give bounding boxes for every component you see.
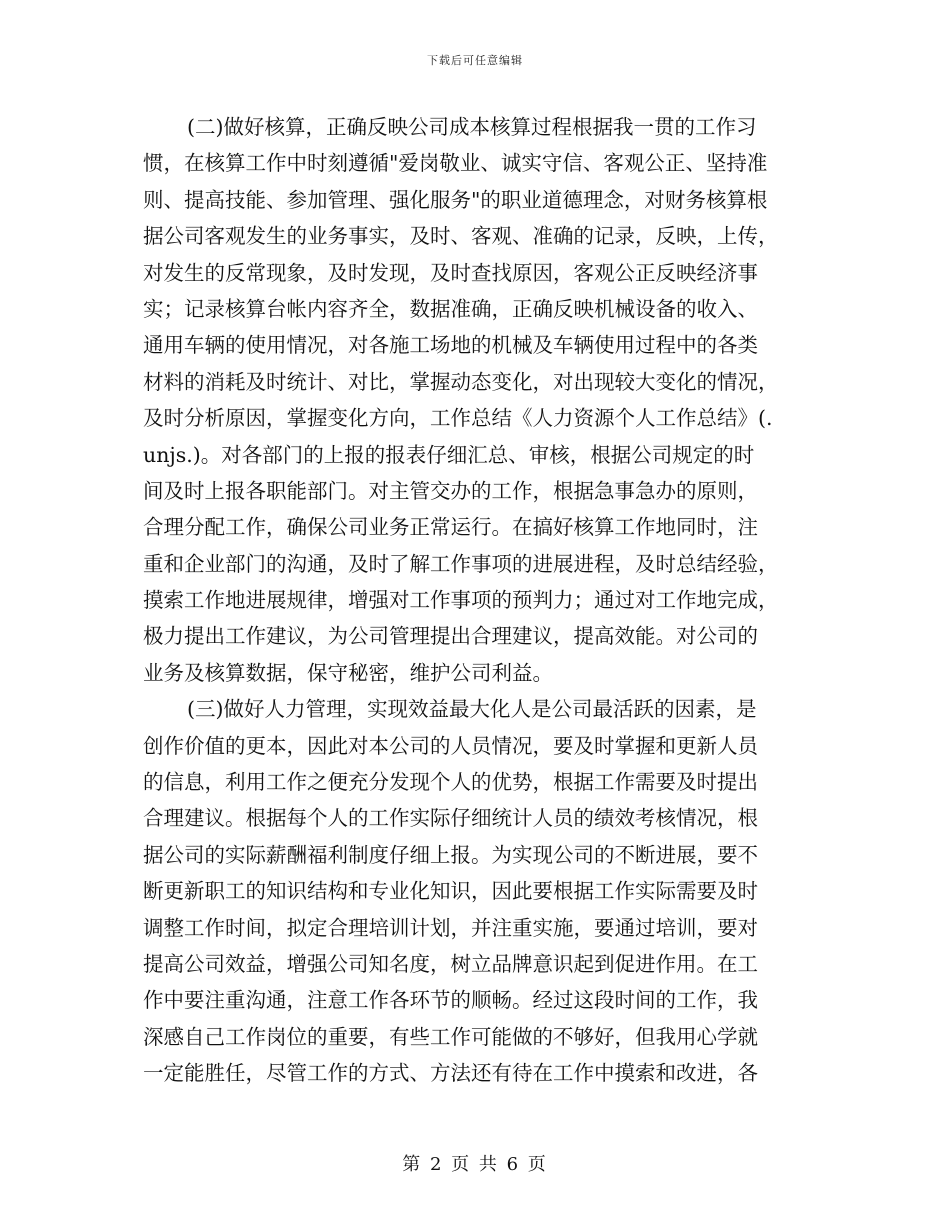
document-body	[143, 109, 807, 1092]
text-line: 作中要注重沟通，注意工作各环节的顺畅。经过这段时间的工作，我	[143, 988, 758, 1013]
text-line: 合理建议。根据每个人的工作实际仔细统计人员的绩效考核情况，根	[143, 806, 758, 831]
page-number-footer: 第 2 页 共 6 页	[402, 1154, 548, 1175]
text-line: 重和企业部门的沟通，及时了解工作事项的进展进程，及时总结经验，	[143, 551, 779, 576]
text-line: 创作价值的更本，因此对本公司的人员情况，要及时掌握和更新人员	[143, 733, 758, 758]
text-line: 的信息，利用工作之便充分发现个人的优势，根据工作需要及时提出	[143, 770, 758, 795]
text-line: unjs.)。对各部门的上报的报表仔细汇总、审核，根据公司规定的时	[143, 442, 755, 467]
text-line: 则、提高技能、参加管理、强化服务"的职业道德理念，对财务核算根	[143, 187, 768, 212]
text-line: 业务及核算数据，保守秘密，维护公司利益。	[143, 660, 553, 685]
text-line: 惯，在核算工作中时刻遵循"爱岗敬业、诚实守信、客观公正、坚持准	[143, 151, 768, 176]
paragraph-hr-management	[143, 691, 807, 1091]
text-line: 据公司客观发生的业务事实，及时、客观、准确的记录，反映，上传，	[143, 224, 779, 249]
text-line: 合理分配工作，确保公司业务正常运行。在搞好核算工作地同时，注	[143, 515, 758, 540]
text-line: 断更新职工的知识结构和专业化知识，因此要根据工作实际需要及时	[143, 879, 758, 904]
text-line: 间及时上报各职能部门。对主管交办的工作，根据急事急办的原则，	[143, 478, 758, 503]
text-line: 调整工作时间，拟定合理培训计划，并注重实施，要通过培训，要对	[143, 915, 758, 940]
text-line: (二)做好核算，正确反映公司成本核算过程根据我一贯的工作习	[187, 115, 757, 139]
text-line: 材料的消耗及时统计、对比，掌握动态变化，对出现较大变化的情况，	[143, 369, 779, 394]
text-line: 对发生的反常现象，及时发现，及时查找原因，客观公正反映经济事	[143, 260, 758, 285]
text-line: 一定能胜任，尽管工作的方式、方法还有待在工作中摸索和改进，各	[143, 1061, 758, 1086]
text-line: 及时分析原因，掌握变化方向，工作总结《人力资源个人工作总结》(.	[143, 406, 773, 431]
text-line: 据公司的实际薪酬福利制度仔细上报。为实现公司的不断进展，要不	[143, 842, 758, 867]
text-line: (三)做好人力管理，实现效益最大化人是公司最活跃的因素，是	[187, 697, 757, 722]
text-line: 通用车辆的使用情况，对各施工场地的机械及车辆使用过程中的各类	[143, 333, 758, 358]
page-header: 下载后可任意编辑	[427, 54, 523, 67]
paragraph-accounting	[143, 109, 807, 691]
text-line: 深感自己工作岗位的重要，有些工作可能做的不够好，但我用心学就	[143, 1024, 758, 1049]
text-line: 摸索工作地进展规律，增强对工作事项的预判力；通过对工作地完成，	[143, 588, 779, 613]
text-line: 极力提出工作建议，为公司管理提出合理建议，提高效能。对公司的	[143, 624, 758, 649]
text-line: 提高公司效益，增强公司知名度，树立品牌意识起到促进作用。在工	[143, 951, 758, 976]
text-line: 实；记录核算台帐内容齐全，数据准确，正确反映机械设备的收入、	[143, 296, 758, 321]
